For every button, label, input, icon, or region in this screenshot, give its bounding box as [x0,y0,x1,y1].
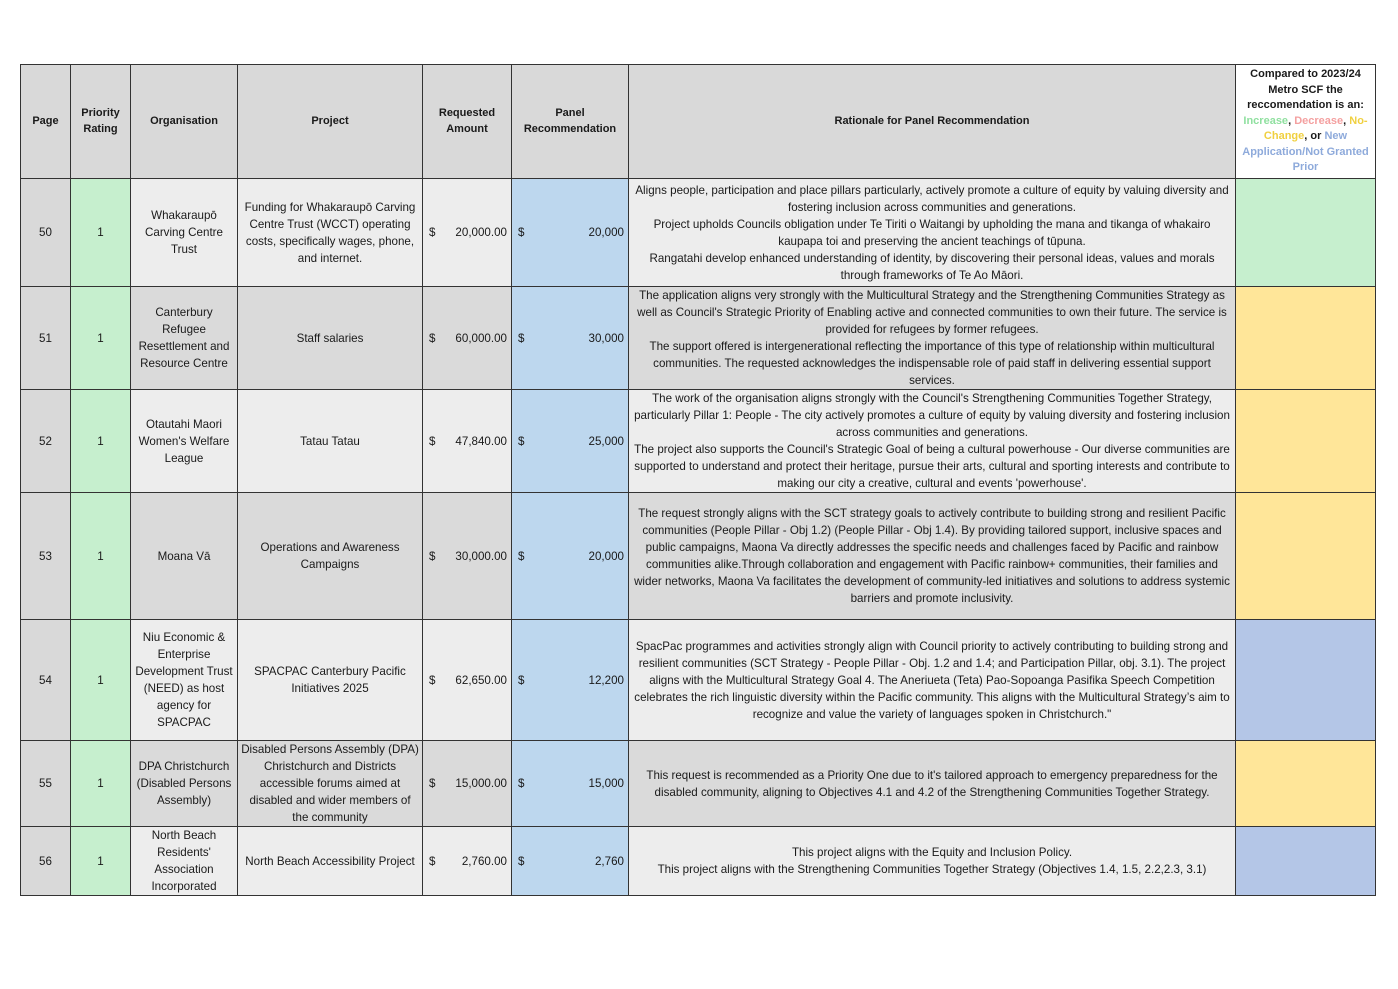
requested-amount: 20,000.00 [455,226,507,239]
organisation-cell: DPA Christchurch (Disabled Persons Assembly) [131,741,238,827]
rationale-paragraph: The support offered is intergenerational reflecting the importance of this type of relationship within multicultural communities. The requested acknowledges the indispensable role of paid staff in delivering essential support services. [649,340,1215,387]
project-cell: Disabled Persons Assembly (DPA) Christchurch and Districts accessible forums aimed at disabled and wider members of the community [238,741,423,827]
requested-amount-cell [423,390,512,493]
requested-amount: 62,650.00 [455,673,507,687]
recommendation-amount: 12,200 [588,673,624,687]
currency-symbol: $ [429,673,436,687]
currency-symbol: $ [429,777,436,790]
requested-amount: 30,000.00 [455,549,507,563]
rationale-cell [629,179,1236,287]
organisation-cell: Niu Economic & Enterprise Development Trust (NEED) as host agency for SPACPAC [131,620,238,741]
rationale-paragraph: This project aligns with the Strengthening Communities Together Strategy (Objectives 1.4, 1.5, 2.2,2.3, 3.1) [657,863,1207,876]
legend-new-application: New Application/Not Granted Prior [1242,130,1369,174]
rationale-paragraph: The project also supports the Council's Strategic Goal of being a cultural powerhouse - Our diverse communities are supported to understand and protect their heritage, pursue their arts, cultural and sporting interests and contribute to making our city a creative, cultural and events 'powerhouse'. [634,443,1230,490]
recommendation-amount-cell [512,287,629,390]
currency-symbol: $ [518,673,525,687]
requested-amount-cell [423,827,512,896]
requested-amount-cell [423,620,512,741]
header-page: Page [21,65,71,179]
requested-amount-cell [423,741,512,827]
table-row [21,620,1376,741]
requested-amount-cell [423,287,512,390]
recommendation-amount: 25,000 [588,434,624,448]
organisation-cell: Whakaraupō Carving Centre Trust [131,179,238,287]
header-row [21,65,1376,179]
currency-symbol: $ [429,434,436,448]
legend-increase: Increase [1243,114,1289,127]
rationale-paragraph: Aligns people, participation and place pillars particularly, actively promote a culture of equity by valuing diversity and fostering inclusion across communities and generations. [635,183,1229,214]
page-cell: 51 [21,287,71,390]
header-rationale: Rationale for Panel Recommendation [629,65,1236,179]
currency-symbol: $ [429,549,436,563]
rationale-cell [629,741,1236,827]
page-cell: 56 [21,827,71,896]
table-body [21,179,1376,896]
currency-symbol: $ [518,331,525,345]
recommendation-amount: 20,000 [588,226,624,239]
priority-cell: 1 [71,287,131,390]
page-cell: 50 [21,179,71,287]
priority-cell: 1 [71,390,131,493]
priority-cell: 1 [71,179,131,287]
table-row [21,827,1376,896]
rationale-paragraph: The request strongly aligns with the SCT strategy goals to actively contribute to building strong and resilient Pacific communities (People Pillar - Obj 1.2) (People Pillar - Obj 1.4). By providing tailored support, inclusive spaces and public campaigns, Maona Va directly addresses the specific needs and challenges faced by Pacific and rainbow communities alike.Through collaboration and engagement with Pacific rainbow+ communities, their families and wider networks, Maona Va facilitates the development of community-led initiatives and solutions to address systemic barriers and promote inclusivity. [634,507,1230,605]
organisation-cell: Otautahi Maori Women's Welfare League [131,390,238,493]
project-cell: North Beach Accessibility Project [238,827,423,896]
rationale-cell [629,493,1236,620]
comparison-status-cell [1236,287,1376,390]
project-cell: Staff salaries [238,287,423,390]
table-row [21,287,1376,390]
rationale-cell [629,827,1236,896]
legend-or: , or [1304,130,1325,143]
organisation-cell: Canterbury Refugee Resettlement and Resource Centre [131,287,238,390]
organisation-cell: North Beach Residents' Association Incorporated [131,827,238,896]
legend-separator: , [1288,114,1295,127]
recommendation-amount-cell [512,620,629,741]
comparison-status-cell [1236,390,1376,493]
currency-symbol: $ [429,854,436,868]
currency-symbol: $ [518,777,525,790]
table-row [21,390,1376,493]
recommendation-amount-cell [512,827,629,896]
recommendation-amount-cell [512,493,629,620]
requested-amount: 47,840.00 [455,434,507,448]
rationale-paragraph: This project aligns with the Equity and Inclusion Policy. [791,846,1073,859]
legend-separator: , [1343,114,1350,127]
rationale-paragraph: Rangatahi develop enhanced understanding of identity, by discovering their personal ideas, values and morals through frameworks of Te Ao Māori. [649,251,1215,282]
grant-recommendations-table [20,64,1376,896]
project-cell: Tatau Tatau [238,390,423,493]
requested-amount: 15,000.00 [455,777,507,790]
table-row [21,493,1376,620]
currency-symbol: $ [518,854,525,868]
priority-cell: 1 [71,620,131,741]
header-comparison [1236,65,1376,179]
header-requested: Requested Amount [423,65,512,179]
table-row [21,741,1376,827]
legend-no-change: No-Change [1263,114,1368,143]
recommendation-amount: 20,000 [588,549,624,563]
comparison-status-cell [1236,493,1376,620]
page-cell: 53 [21,493,71,620]
rationale-cell [629,390,1236,493]
rationale-paragraph: The work of the organisation aligns strongly with the Council's Strengthening Communities Together Strategy, particularly Pillar 1: People - The city actively promotes a culture of equity by valuing diversity and fostering inclusion across communities and generations. [634,392,1230,439]
comparison-status-cell [1236,179,1376,287]
requested-amount-cell [423,493,512,620]
currency-symbol: $ [429,331,436,345]
requested-amount-cell [423,179,512,287]
priority-cell: 1 [71,493,131,620]
rationale-paragraph: This request is recommended as a Priority One due to it's tailored approach to emergency preparedness for the disabled community, aligning to Objectives 4.1 and 4.2 of the Strengthening Communities Together Strategy. [646,768,1218,799]
header-priority: Priority Rating [71,65,131,179]
comparison-status-cell [1236,741,1376,827]
recommendation-amount-cell [512,390,629,493]
project-cell: Funding for Whakaraupō Carving Centre Trust (WCCT) operating costs, specifically wages, phone, and internet. [238,179,423,287]
currency-symbol: $ [429,226,436,239]
rationale-paragraph: SpacPac programmes and activities strongly align with Council priority to actively contributing to building strong and resilient communities (SCT Strategy - People Pillar - Obj. 1.2 and 1.4; and Participation Pillar, obj. 3.1). The project aligns with the Multicultural Strategy Goal 4. The Aneriueta (Teta) Pao-Sopoanga Pasifika Speech Competition celebrates the rich linguistic diversity within the Pacific community. This aligns with the Multicultural Strategy’s aim to recognize and value the variety of languages spoken in Christchurch." [634,639,1230,721]
page-cell: 55 [21,741,71,827]
priority-cell: 1 [71,827,131,896]
requested-amount: 60,000.00 [455,331,507,345]
project-cell: Operations and Awareness Campaigns [238,493,423,620]
header-project: Project [238,65,423,179]
recommendation-amount-cell [512,741,629,827]
currency-symbol: $ [518,434,525,448]
currency-symbol: $ [518,549,525,563]
priority-cell: 1 [71,741,131,827]
header-organisation: Organisation [131,65,238,179]
currency-symbol: $ [518,226,525,239]
rationale-paragraph: Project upholds Councils obligation under Te Tiriti o Waitangi by upholding the mana and tikanga of whakairo kaupapa toi and preserving the ancient teachings of tūpuna. [653,217,1211,248]
recommendation-amount: 15,000 [588,777,624,790]
page-cell: 52 [21,390,71,493]
organisation-cell: Moana Vā [131,493,238,620]
recommendation-amount: 2,760 [594,854,624,868]
rationale-cell [629,287,1236,390]
recommendation-amount: 30,000 [588,331,624,345]
recommendation-amount-cell [512,179,629,287]
comparison-status-cell [1236,827,1376,896]
project-cell: SPACPAC Canterbury Pacific Initiatives 2025 [238,620,423,741]
legend-decrease: Decrease [1294,114,1344,127]
comparison-intro: Compared to 2023/24 Metro SCF the reccomendation is an: [1247,68,1364,112]
requested-amount: 2,760.00 [461,854,507,868]
rationale-cell [629,620,1236,741]
rationale-paragraph: The application aligns very strongly with the Multicultural Strategy and the Strengthening Communities Strategy as well as Council's Strategic Priority of Enabling active and connected communities to own their future. The service is provided for refugees by former refugees. [637,289,1227,336]
table-row [21,179,1376,287]
page-cell: 54 [21,620,71,741]
header-recommendation: Panel Recommendation [512,65,629,179]
comparison-status-cell [1236,620,1376,741]
